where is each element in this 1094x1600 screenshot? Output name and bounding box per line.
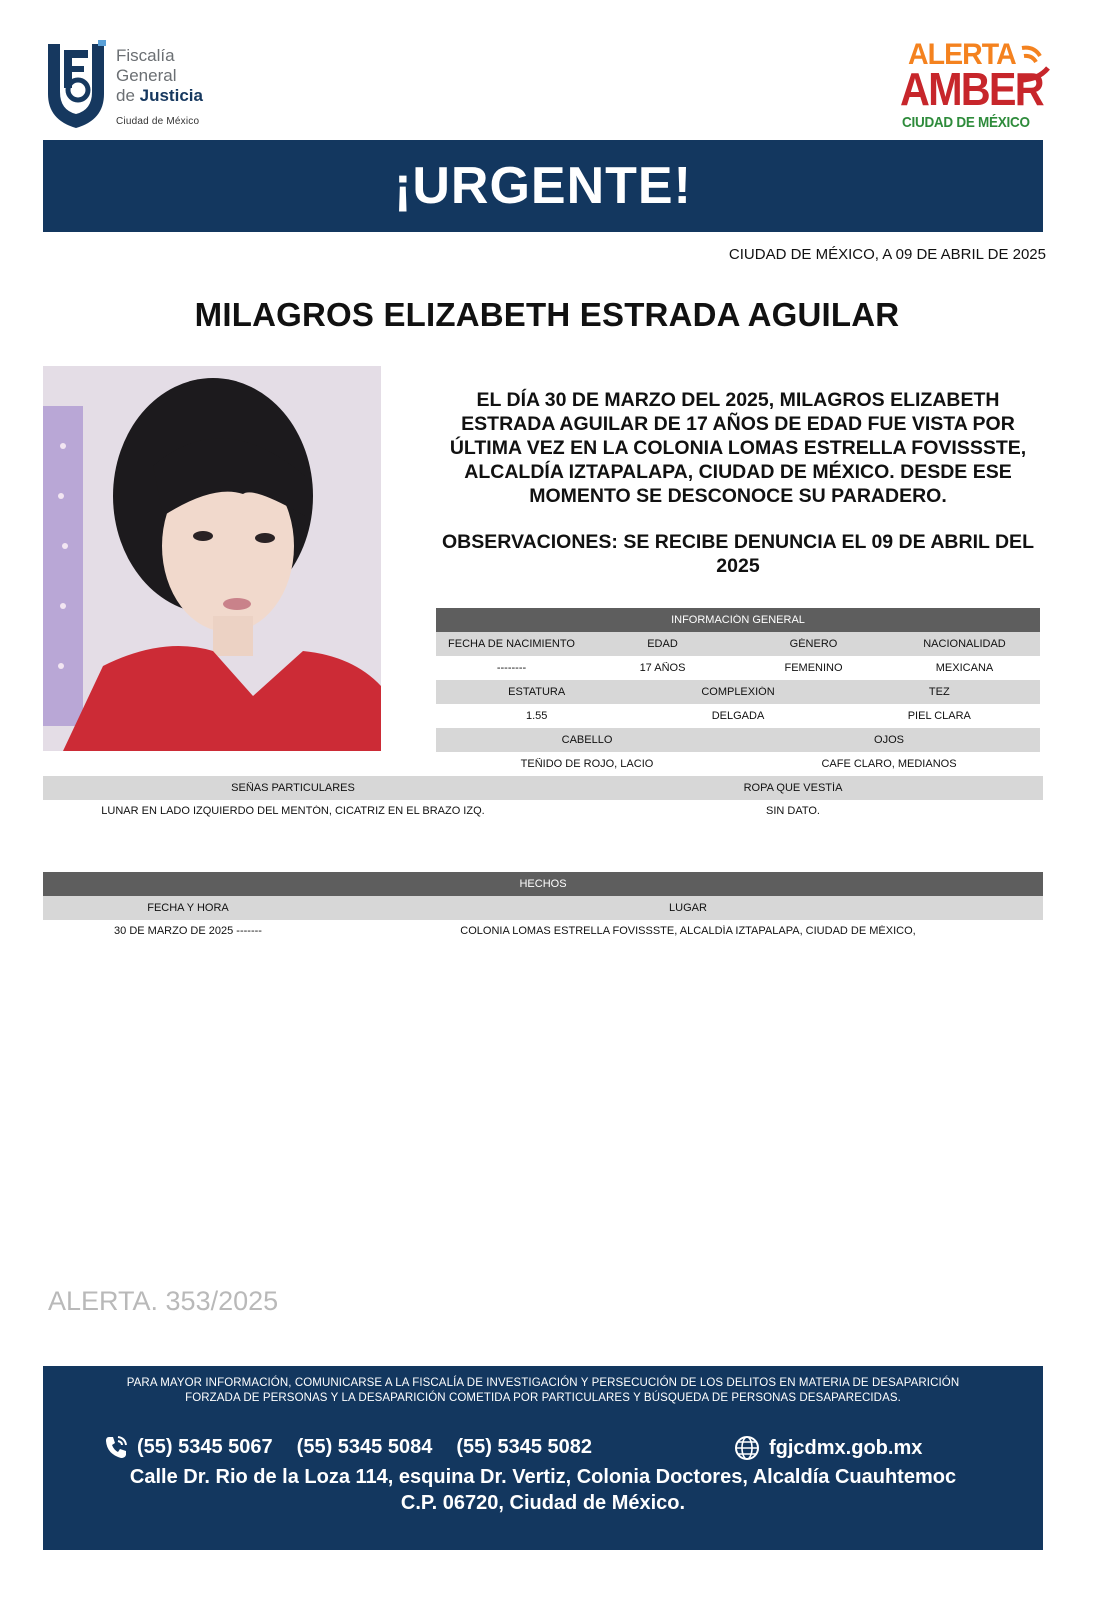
info-row3-values [436,752,1040,776]
value-gender: FEMENINO [784,662,843,674]
info-row1-values [436,656,1040,680]
observations-text: OBSERVACIONES: SE RECIBE DENUNCIA EL 09 DE ABRIL DEL 2025 [442,531,1034,577]
info-row3-labels [436,728,1040,752]
label-eyes: OJOS [874,734,904,746]
value-age: 17 AÑOS [639,662,686,674]
alerta-amber-logo [900,38,1050,134]
amber-city-text: CIUDAD DE MÉXICO [902,114,1030,131]
footer-note-line2: FORZADA DE PERSONAS Y LA DESAPARICIÓN COMETIDA POR PARTICULARES Y BÚSQUEDA DE PERSONAS DESAPARECIDAS. [185,1392,901,1404]
fgj-city: Ciudad de México [116,116,200,127]
footer-address [43,1464,1043,1516]
value-build: DELGADA [711,710,765,722]
value-complexion: PIEL CLARA [907,710,971,722]
fgj-line3-strong: Justicia [139,86,203,105]
value-marks: LUNAR EN LADO IZQUIERDO DEL MENTÓN, CICATRIZ EN EL BRAZO IZQ. [101,805,485,817]
value-hair: TEÑIDO DE ROJO, LACIO [520,758,654,770]
fgj-shield-icon [44,40,108,130]
phone-3[interactable]: (55) 5345 5082 [456,1435,593,1458]
value-datetime: 30 DE MARZO DE 2025 ------- [114,925,262,937]
label-height: ESTATURA [508,686,566,698]
label-place: LUGAR [669,902,707,914]
description-text: EL DÍA 30 DE MARZO DEL 2025, MILAGROS ELIZABETH ESTRADA AGUILAR DE 17 AÑOS DE EDAD FUE VISTA POR ÚLTIMA VEZ EN LA COLONIA LOMAS ESTRELLA FOVISSSTE, ALCALDÍA IZTAPALAPA, CIUDAD DE MÉXICO. DESDE ESE MOMENTO SE DESCONOCE SU PARADERO. [449,389,1027,507]
address-line1: Calle Dr. Rio de la Loza 114, esquina Dr. Vertiz, Colonia Doctores, Alcaldía Cuauhtemoc [129,1466,957,1488]
footer-website [733,1434,922,1462]
fgj-logo [44,40,224,132]
fgj-name [116,46,203,132]
amber-waves-icon [1018,40,1052,90]
value-nationality: MEXICANA [935,662,994,674]
value-eyes: CAFE CLARO, MEDIANOS [821,758,957,770]
footer-phones [103,1434,616,1460]
label-marks: SEÑAS PARTICULARES [231,782,355,794]
info-row4-labels [43,776,1043,800]
value-birthdate: -------- [496,662,527,674]
label-clothing: ROPA QUE VESTÍA [743,782,843,794]
hechos-title: HECHOS [519,878,567,890]
hechos-labels [43,896,1043,920]
info-row2-values [436,704,1040,728]
issue-date: CIUDAD DE MÉXICO, A 09 DE ABRIL DE 2025 [728,246,1046,263]
website-link[interactable]: fgjcdmx.gob.mx [769,1436,923,1459]
alert-number: ALERTA. 353/2025 [48,1286,279,1316]
footer-note [43,1376,1043,1406]
fgj-line1: Fiscalía [116,46,175,65]
label-build: COMPLEXIÓN [701,686,775,698]
info-row4-values [43,800,1043,822]
phone-2[interactable]: (55) 5345 5084 [296,1435,433,1458]
amber-amber-text: AMBER [900,63,1043,115]
phone-1[interactable]: (55) 5345 5067 [137,1435,273,1458]
urgent-banner: ¡URGENTE! [43,140,1043,232]
phone-icon [103,1434,129,1460]
person-photo [43,366,381,751]
info-title: INFORMACIÓN GENERAL [671,614,805,626]
hechos-values [43,920,1043,942]
person-name: MILAGROS ELIZABETH ESTRADA AGUILAR [194,296,900,333]
fgj-line2: General [116,66,177,85]
amber-alerta-text: ALERTA [908,38,1016,71]
value-height: 1.55 [525,710,548,722]
fgj-line3-prefix: de [116,86,140,105]
label-age: EDAD [647,638,678,650]
label-complexion: TEZ [928,686,950,698]
globe-icon [733,1434,761,1462]
info-title-row [436,608,1040,632]
hechos-title-row [43,872,1043,896]
address-line2: C.P. 06720, Ciudad de México. [400,1492,686,1514]
fgj-line3 [116,86,203,106]
label-nationality: NACIONALIDAD [923,638,1006,650]
footer [43,1366,1043,1550]
footer-note-line1: PARA MAYOR INFORMACIÓN, COMUNICARSE A LA FISCALÍA DE INVESTIGACIÓN Y PERSECUCIÓN DE LOS DELITOS EN MATERIA DE DESAPARICIÓN [126,1377,960,1389]
value-clothing: SIN DATO. [766,805,820,817]
value-place: COLONIA LOMAS ESTRELLA FOVISSSTE, ALCALDÍA IZTAPALAPA, CIUDAD DE MÉXICO, [460,925,916,937]
label-datetime: FECHA Y HORA [147,902,229,914]
label-hair: CABELLO [561,734,613,746]
label-gender: GÉNERO [789,638,838,650]
info-row2-labels [436,680,1040,704]
info-row1-labels [436,632,1040,656]
label-birthdate: FECHA DE NACIMIENTO [448,638,575,650]
